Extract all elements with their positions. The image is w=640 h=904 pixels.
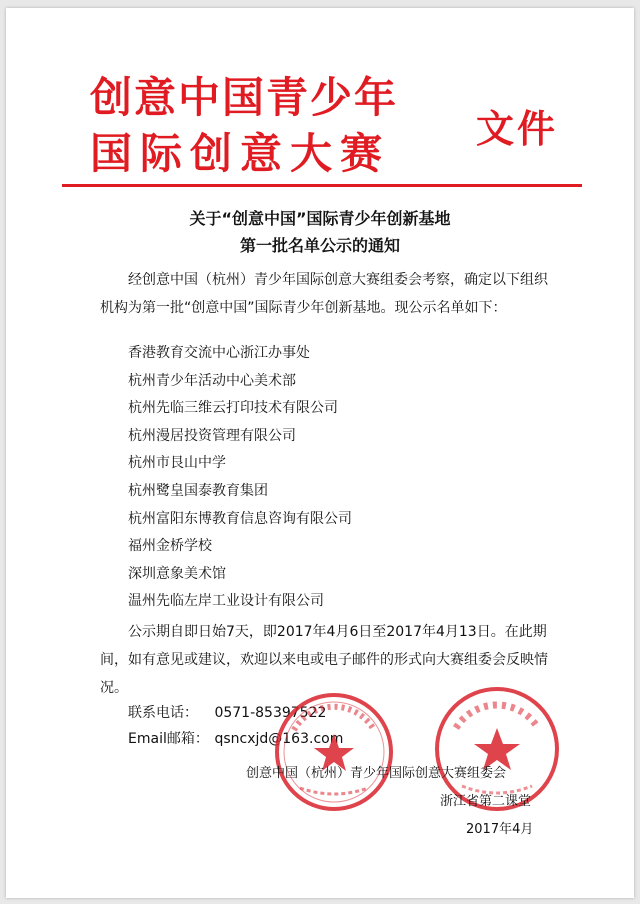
header-suffix: 文件 <box>476 106 559 151</box>
signature-date: 2017年4月 <box>466 822 534 837</box>
red-divider <box>62 184 582 187</box>
email-address: qsncxjd@163.com <box>214 731 344 747</box>
organization-item: 杭州先临三维云打印技术有限公司 <box>128 400 338 417</box>
organization-list <box>128 340 352 616</box>
phone-number: 0571-85397522 <box>214 705 327 721</box>
intro-paragraph: 经创意中国（杭州）青少年国际创意大赛组委会考察，确定以下组织机构为第一批“创意中国”国际青少年创新基地。现公示名单如下： <box>100 272 548 316</box>
header-title-line2: 国际创意大赛 <box>90 129 391 178</box>
organization-item: 深圳意象美术馆 <box>128 565 226 582</box>
organization-item: 杭州漫居投资管理有限公司 <box>128 427 296 444</box>
organization-item: 杭州市艮山中学 <box>128 455 226 472</box>
organization-item: 杭州鹭皇国泰教育集团 <box>128 482 268 499</box>
organization-item: 福州金桥学校 <box>128 538 212 555</box>
organization-item: 杭州青少年活动中心美术部 <box>128 372 296 389</box>
signature-org-classroom: 浙江省第二课堂 <box>440 794 532 809</box>
email-label: Email邮箱： <box>128 731 209 747</box>
document-header-title <box>90 70 398 182</box>
organization-item: 杭州富阳东博教育信息咨询有限公司 <box>128 510 352 527</box>
signature-org-committee: 创意中国（杭州）青少年国际创意大赛组委会 <box>246 766 507 781</box>
organizing-committee-seal <box>272 690 396 814</box>
header-title-line1: 创意中国青少年 <box>90 73 399 122</box>
organization-item: 香港教育交流中心浙江办事处 <box>128 345 310 361</box>
notice-title-line1: 关于“创意中国”国际青少年创新基地 <box>189 209 451 228</box>
organization-item: 温州先临左岸工业设计有限公司 <box>128 593 324 610</box>
phone-label: 联系电话： <box>128 705 198 721</box>
notice-title-line2: 第一批名单公示的通知 <box>239 236 400 255</box>
period-paragraph: 公示期自即日始7天，即2017年4月6日至2017年4月13日。在此期间，如有意见或建议，欢迎以来电或电子邮件的形式向大赛组委会反映情况。 <box>100 624 548 696</box>
